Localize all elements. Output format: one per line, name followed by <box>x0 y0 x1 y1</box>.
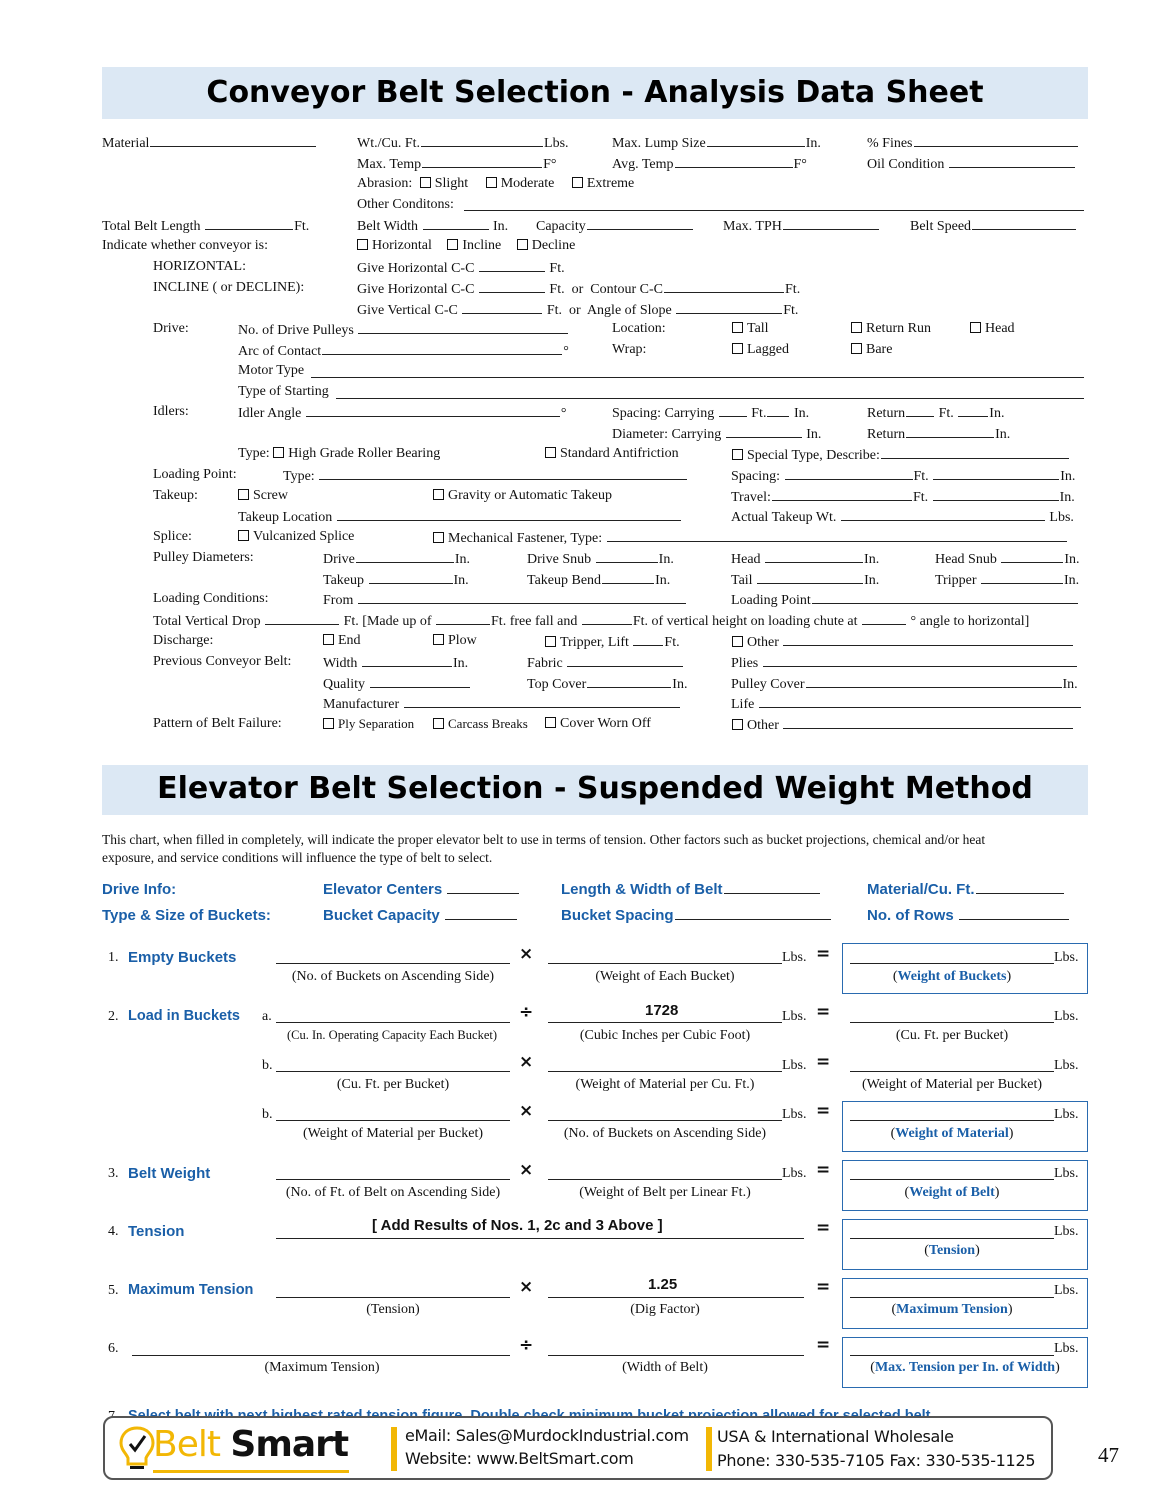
row-location-opts: Tall <box>732 321 769 337</box>
s5-result-caption: (Maximum Tension) <box>891 1302 1013 1317</box>
s5-a-line[interactable] <box>276 1297 510 1298</box>
row-prev-fabric: Fabric <box>527 654 684 672</box>
s2a-div: ÷ <box>519 1002 534 1022</box>
s2c-result-lbs: Lbs. <box>1054 1107 1079 1122</box>
empty-buckets-label: Empty Buckets <box>128 949 237 966</box>
bucket-spacing: Bucket Spacing <box>561 907 832 925</box>
row-total-vertical: Total Vertical Drop Ft. [Made up of Ft. free fall and Ft. of vertical height on loading chute at ° angle to horizontal] <box>153 614 1030 629</box>
s5-result-lbs: Lbs. <box>1054 1283 1079 1298</box>
s2b-lbs: Lbs. <box>782 1058 807 1073</box>
footer-banner <box>103 1416 1053 1480</box>
row-indicate: Indicate whether conveyor is: <box>102 238 268 253</box>
row-maxtemp: Max. Temp F° <box>357 157 557 172</box>
slight-checkbox[interactable] <box>420 177 431 188</box>
s1-b-caption: (Weight of Each Bucket) <box>595 969 735 984</box>
s3-a-line[interactable] <box>276 1179 510 1180</box>
s2b-result-caption: (Weight of Material per Bucket) <box>861 1077 1043 1092</box>
s4-line[interactable] <box>276 1238 804 1239</box>
s2c-times: × <box>519 1101 534 1121</box>
s3-lbs: Lbs. <box>782 1166 807 1181</box>
other-conditions-line[interactable] <box>464 210 1084 211</box>
brand-logo: Belt Smart <box>153 1424 349 1465</box>
s3-result-caption: (Weight of Belt) <box>904 1185 1000 1200</box>
row-idler-type: Type: High Grade Roller Bearing <box>238 446 441 461</box>
extreme-checkbox[interactable] <box>572 177 583 188</box>
s2a-lbs: Lbs. <box>782 1009 807 1024</box>
row-takeup-location: Takeup Location <box>238 508 682 526</box>
row-drive-pulleys: No. of Drive Pulleys <box>238 321 569 339</box>
s3-result-lbs: Lbs. <box>1054 1166 1079 1181</box>
s2a-result-line[interactable] <box>850 1022 1054 1023</box>
row-prev-life: Life <box>731 695 1082 713</box>
footer-usa: USA & International Wholesale <box>717 1427 954 1446</box>
row-capacity: Capacity <box>536 217 694 235</box>
s2a-1728: 1728 <box>645 1002 679 1019</box>
moderate-checkbox[interactable] <box>486 177 497 188</box>
label-takeup: Takeup: <box>153 488 198 503</box>
row-loading-type: Type: <box>283 467 688 485</box>
footer-email[interactable]: eMail: Sales@MurdockIndustrial.com <box>405 1426 689 1445</box>
s3-eq: = <box>816 1160 831 1180</box>
row-pd-tripper: Tripper In. <box>935 573 1080 588</box>
s1-result-line[interactable] <box>850 963 1054 964</box>
row-give-horiz: Give Horizontal C-C Ft. <box>357 261 565 276</box>
s5-a-caption: (Tension) <box>366 1302 420 1317</box>
s6-b-line[interactable] <box>548 1355 804 1356</box>
s2a-a-caption: (Cu. In. Operating Capacity Each Bucket) <box>287 1028 497 1042</box>
high-grade-checkbox[interactable] <box>273 447 284 458</box>
elevator-title-band <box>102 765 1088 815</box>
mechanical-checkbox[interactable] <box>433 532 444 543</box>
row-give-horiz-2: Give Horizontal C-C Ft. or Contour C-C Ft. <box>357 282 801 297</box>
s2a-b-line[interactable] <box>548 1022 782 1023</box>
row-end: End <box>323 633 361 649</box>
step-5-num: 5. <box>108 1283 119 1298</box>
s1-times: × <box>519 944 534 964</box>
row-screw: Screw <box>238 488 288 504</box>
row-return-run: Return Run <box>851 321 931 337</box>
row-avgtemp: Avg. Temp F° <box>612 157 807 172</box>
row-wrap: Wrap: <box>612 342 647 357</box>
s6-div: ÷ <box>519 1335 534 1355</box>
carcass-checkbox[interactable] <box>433 718 444 729</box>
s2b-a-line[interactable] <box>276 1071 510 1072</box>
footer-divider-2 <box>706 1427 712 1471</box>
ply-separation-checkbox[interactable] <box>323 718 334 729</box>
row-material: Material <box>102 134 317 152</box>
label-idlers: Idlers: <box>153 404 189 419</box>
s1-a-line[interactable] <box>276 963 510 964</box>
s1-lbs: Lbs. <box>782 950 807 965</box>
page-number: 47 <box>1098 1443 1119 1467</box>
s2a-result-caption: (Cu. Ft. per Bucket) <box>895 1028 1009 1043</box>
lightbulb-logo-icon <box>117 1424 157 1472</box>
row-other-conditions: Other Conditons: <box>357 197 454 212</box>
conveyor-title: Conveyor Belt Selection - Analysis Data Sheet <box>206 75 984 110</box>
footer-phone: Phone: 330-535-7105 Fax: 330-535-1125 <box>717 1451 1036 1470</box>
row-pd-head-snub: Head Snub In. <box>935 552 1080 567</box>
label-splice: Splice: <box>153 529 192 544</box>
elevator-title: Elevator Belt Selection - Suspended Weight Method <box>157 771 1033 806</box>
s3-b-line[interactable] <box>548 1179 782 1180</box>
s4-result-caption: (Tension) <box>924 1243 980 1258</box>
decline-checkbox[interactable] <box>517 239 528 250</box>
s6-result-line[interactable] <box>850 1355 1054 1356</box>
s2b-a-caption: (Cu. Ft. per Bucket) <box>336 1077 450 1092</box>
bare-checkbox[interactable] <box>851 343 862 354</box>
label-drive: Drive: <box>153 321 189 336</box>
row-prev-pulleycover: Pulley Cover In. <box>731 677 1078 692</box>
material-cu-ft: Material/Cu. Ft. <box>867 881 1065 899</box>
row-prev-plies: Plies <box>731 654 1078 672</box>
step-6-num: 6. <box>108 1341 119 1356</box>
label-horizontal: HORIZONTAL: <box>153 259 246 274</box>
step-2-num: 2. <box>108 1009 119 1024</box>
s2b-b-line[interactable] <box>548 1071 782 1072</box>
step-1-num: 1. <box>108 950 119 965</box>
drive-info-label: Drive Info: <box>102 881 177 898</box>
label-pattern: Pattern of Belt Failure: <box>153 716 282 731</box>
row-vulcanized: Vulcanized Splice <box>238 529 354 545</box>
row-fines: % Fines <box>867 134 1079 152</box>
s2b-letter: b. <box>262 1058 273 1073</box>
label-loading-conditions: Loading Conditions: <box>153 591 269 606</box>
row-pd-takeup: Takeup In. <box>323 573 469 588</box>
discharge-other-checkbox[interactable] <box>732 636 743 647</box>
s4-result-line[interactable] <box>850 1238 1054 1239</box>
load-buckets-label: Load in Buckets <box>128 1008 240 1024</box>
s4-eq: = <box>816 1218 831 1238</box>
s2c-result-line[interactable] <box>850 1120 1054 1121</box>
s2a-a-line[interactable] <box>276 1022 510 1023</box>
row-actual-takeup: Actual Takeup Wt. Lbs. <box>731 510 1074 525</box>
row-spacing-carrying: Spacing: Carrying Ft. In. <box>612 406 810 421</box>
row-cover-worn: Cover Worn Off <box>545 716 651 732</box>
row-from: From <box>323 591 687 609</box>
row-location: Location: <box>612 321 666 336</box>
s2c-letter: b. <box>262 1107 273 1122</box>
row-arc: Arc of Contact ° <box>238 344 569 359</box>
label-pulley-diameters: Pulley Diameters: <box>153 550 254 565</box>
row-pd-drive-snub: Drive Snub In. <box>527 552 674 567</box>
row-belt-speed: Belt Speed <box>910 217 1077 235</box>
cover-worn-checkbox[interactable] <box>545 717 556 728</box>
row-oil: Oil Condition <box>867 155 1076 173</box>
belt-weight-label: Belt Weight <box>128 1165 211 1182</box>
elevator-centers: Elevator Centers <box>323 881 520 899</box>
row-tripper-lift: Tripper, Lift Ft. <box>545 633 680 651</box>
row-diameter-carrying: Diameter: Carrying In. <box>612 427 822 442</box>
vulcanized-checkbox[interactable] <box>238 530 249 541</box>
motor-line[interactable] <box>311 377 1084 378</box>
row-belt-width: Belt Width In. <box>357 219 509 234</box>
max-tension-label: Maximum Tension <box>128 1282 254 1298</box>
s3-b-caption: (Weight of Belt per Linear Ft.) <box>579 1185 751 1200</box>
row-mechanical: Mechanical Fastener, Type: <box>433 529 1068 547</box>
s6-result-caption: (Max. Tension per In. of Width) <box>870 1360 1060 1375</box>
s2c-b-caption: (No. of Buckets on Ascending Side) <box>563 1126 767 1141</box>
elevator-intro-1: This chart, when filled in completely, will indicate the proper elevator belt to use in terms of tension. Other factors such as bucket projections, chemical and/or heat <box>102 832 986 847</box>
row-pd-takeup-bend: Takeup Bend In. <box>527 573 671 588</box>
head-checkbox[interactable] <box>970 322 981 333</box>
s2c-lbs: Lbs. <box>782 1107 807 1122</box>
s3-times: × <box>519 1160 534 1180</box>
s6-a-caption: (Maximum Tension) <box>264 1360 380 1375</box>
s5-b-caption: (Dig Factor) <box>630 1302 700 1317</box>
end-checkbox[interactable] <box>323 634 334 645</box>
tall-checkbox[interactable] <box>732 322 743 333</box>
row-travel: Travel: Ft. In. <box>731 490 1075 505</box>
starting-line[interactable] <box>336 398 1084 399</box>
s2a-letter: a. <box>262 1009 272 1024</box>
row-return-diameter: Return In. <box>867 427 1011 442</box>
type-size-label: Type & Size of Buckets: <box>102 907 271 924</box>
row-prev-manufacturer: Manufacturer <box>323 695 681 713</box>
s2c-a-line[interactable] <box>276 1120 510 1121</box>
row-prev-topcover: Top Cover In. <box>527 677 688 692</box>
s5-eq: = <box>816 1277 831 1297</box>
row-total-length: Total Belt Length Ft. <box>102 219 310 234</box>
s5-b-line[interactable] <box>548 1297 804 1298</box>
s6-a-line[interactable] <box>132 1355 510 1356</box>
label-previous: Previous Conveyor Belt: <box>153 654 292 669</box>
tripper-lift-checkbox[interactable] <box>545 636 556 647</box>
s5-result-line[interactable] <box>850 1297 1054 1298</box>
s2c-b-line[interactable] <box>548 1120 782 1121</box>
s2b-result-line[interactable] <box>850 1071 1054 1072</box>
row-pd-head: Head In. <box>731 552 880 567</box>
s5-125: 1.25 <box>648 1276 678 1293</box>
row-lump: Max. Lump Size In. <box>612 136 821 151</box>
special-checkbox[interactable] <box>732 449 743 460</box>
s2a-eq: = <box>816 1002 831 1022</box>
row-lagged: Lagged <box>732 342 789 358</box>
s6-eq: = <box>816 1335 831 1355</box>
row-carcass: Carcass Breaks <box>433 716 528 732</box>
s1-b-line[interactable] <box>548 963 782 964</box>
pattern-other-checkbox[interactable] <box>732 719 743 730</box>
row-idler-angle: Idler Angle ° <box>238 406 567 421</box>
s1-eq: = <box>816 944 831 964</box>
s1-result-lbs: Lbs. <box>1054 950 1079 965</box>
label-discharge: Discharge: <box>153 633 214 648</box>
row-prev-quality: Quality <box>323 675 471 693</box>
row-bare: Bare <box>851 342 892 358</box>
length-width: Length & Width of Belt <box>561 881 821 899</box>
elevator-intro-2: exposure, and service conditions will influence the type of belt to select. <box>102 850 493 865</box>
row-starting: Type of Starting <box>238 384 329 399</box>
no-rows: No. of Rows <box>867 907 1070 925</box>
screw-checkbox[interactable] <box>238 489 249 500</box>
s3-result-line[interactable] <box>850 1179 1054 1180</box>
row-motor: Motor Type <box>238 363 305 378</box>
s4-result-lbs: Lbs. <box>1054 1224 1079 1239</box>
step-3-num: 3. <box>108 1166 119 1181</box>
lagged-checkbox[interactable] <box>732 343 743 354</box>
row-return-spacing: Return Ft. In. <box>867 406 1005 421</box>
plow-checkbox[interactable] <box>433 634 444 645</box>
row-pd-drive: Drive In. <box>323 552 471 567</box>
s6-result-lbs: Lbs. <box>1054 1341 1079 1356</box>
standard-checkbox[interactable] <box>545 447 556 458</box>
s2c-a-caption: (Weight of Material per Bucket) <box>302 1126 484 1141</box>
brand-underline <box>153 1470 349 1473</box>
row-wt: Wt./Cu. Ft. Lbs. <box>357 136 569 151</box>
row-give-vert: Give Vertical C-C Ft. or Angle of Slope Ft. <box>357 303 799 318</box>
row-special: Special Type, Describe: <box>732 446 1070 464</box>
row-pattern-other: Other <box>732 716 1074 734</box>
s2a-result-lbs: Lbs. <box>1054 1009 1079 1024</box>
row-gravity: Gravity or Automatic Takeup <box>433 488 612 504</box>
row-head: Head <box>970 321 1015 337</box>
tension-label: Tension <box>128 1223 185 1240</box>
s2b-result-lbs: Lbs. <box>1054 1058 1079 1073</box>
return-run-checkbox[interactable] <box>851 322 862 333</box>
gravity-checkbox[interactable] <box>433 489 444 500</box>
bucket-capacity: Bucket Capacity <box>323 907 518 925</box>
row-orientation: Horizontal Incline Decline <box>357 238 575 254</box>
s2c-eq: = <box>816 1101 831 1121</box>
row-standard: Standard Antifriction <box>545 446 679 462</box>
incline-checkbox[interactable] <box>447 239 458 250</box>
s5-times: × <box>519 1277 534 1297</box>
s2c-result-caption: (Weight of Material) <box>890 1126 1014 1141</box>
s1-a-caption: (No. of Buckets on Ascending Side) <box>291 969 495 984</box>
row-maxtph: Max. TPH <box>723 217 880 235</box>
footer-divider-1 <box>391 1427 397 1471</box>
s2b-times: × <box>519 1052 534 1072</box>
label-loading-point: Loading Point: <box>153 467 237 482</box>
label-incline: INCLINE ( or DECLINE): <box>153 280 305 295</box>
s1-result-caption: (Weight of Buckets) <box>892 969 1012 984</box>
row-loading-spacing: Spacing: Ft. In. <box>731 469 1076 484</box>
row-abrasion: Abrasion: Slight Moderate Extreme <box>357 176 635 191</box>
horizontal-checkbox[interactable] <box>357 239 368 250</box>
s2a-b-caption: (Cubic Inches per Cubic Foot) <box>579 1028 751 1043</box>
row-prev-width: Width In. <box>323 656 469 671</box>
s3-a-caption: (No. of Ft. of Belt on Ascending Side) <box>285 1185 501 1200</box>
row-plow: Plow <box>433 633 477 649</box>
s2b-b-caption: (Weight of Material per Cu. Ft.) <box>575 1077 755 1092</box>
footer-website[interactable]: Website: www.BeltSmart.com <box>405 1449 634 1468</box>
row-ply-sep: Ply Separation <box>323 716 414 732</box>
add-results: [ Add Results of Nos. 1, 2c and 3 Above ] <box>372 1217 663 1234</box>
step-4-num: 4. <box>108 1224 119 1239</box>
s2b-eq: = <box>816 1052 831 1072</box>
row-pd-tail: Tail In. <box>731 573 880 588</box>
row-discharge-other: Other <box>732 633 1074 651</box>
s6-b-caption: (Width of Belt) <box>622 1360 708 1375</box>
conveyor-title-band <box>102 67 1088 119</box>
row-loading-point2: Loading Point <box>731 591 1079 609</box>
